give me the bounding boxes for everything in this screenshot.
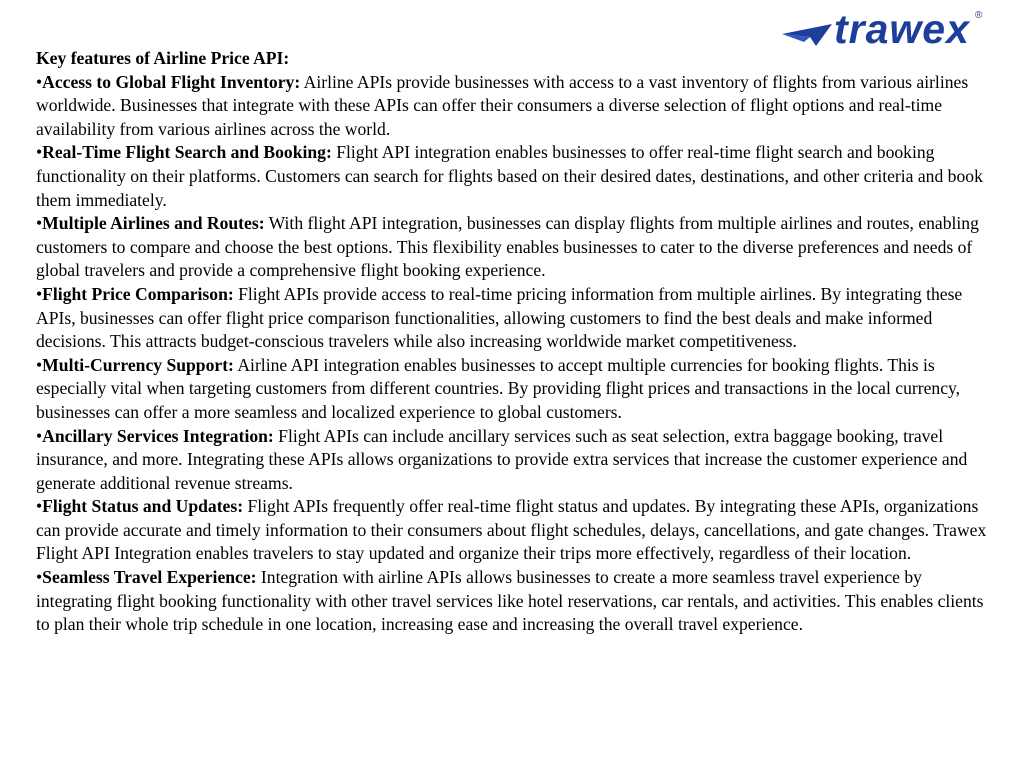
feature-body: Flight APIs frequently offer real-time flight status and updates. By integrating these APIs, organizations can provide accurate and timely information to their consumers about flight schedules, delays, cancellations, and gate changes. Trawex Flight API Integration enables travelers to stay updated and organize their trips more effectively, regardless of their location. [36, 496, 987, 564]
page-heading: Key features of Airline Price API: [36, 48, 290, 68]
feature-item [36, 495, 991, 566]
feature-title: Multiple Airlines and Routes: [42, 213, 265, 234]
feature-item [36, 212, 991, 283]
bullet: • [36, 354, 43, 375]
bullet: • [36, 496, 43, 517]
feature-body: Flight APIs can include ancillary services such as seat selection, extra baggage booking, travel insurance, and more. Integrating these APIs allows organizations to provide extra services that increase the customer experience and generate additional revenue streams. [36, 425, 968, 493]
document-body [36, 47, 991, 637]
feature-title: Multi-Currency Support: [42, 354, 234, 375]
feature-title: Ancillary Services Integration: [42, 425, 274, 446]
feature-body: Flight API integration enables businesses to offer real-time flight search and booking functionality on their platforms. Customers can search for flights based on their desired dates, destinations, and other criteria and book them immediately. [36, 142, 983, 210]
feature-item [36, 71, 991, 142]
feature-body: Airline API integration enables businesses to accept multiple currencies for booking flights. This is especially vital when targeting customers from different countries. By providing flight prices and transactions in the local currency, businesses can offer a more seamless and localized experience to global customers. [36, 354, 961, 422]
feature-item [36, 354, 991, 425]
feature-body: Integration with airline APIs allows businesses to create a more seamless travel experience by integrating flight booking functionality with other travel services like hotel reservations, car rentals, and activities. This enables clients to plan their whole trip schedule in one location, increasing ease and increasing the overall travel experience. [36, 567, 984, 635]
bullet: • [36, 283, 43, 304]
bullet: • [36, 567, 43, 588]
bullet: • [36, 142, 43, 163]
plane-arrow-icon [782, 24, 832, 46]
feature-title: Flight Price Comparison: [42, 283, 234, 304]
bullet: • [36, 425, 43, 446]
feature-body: Flight APIs provide access to real-time pricing information from multiple airlines. By integrating these APIs, businesses can offer flight price comparison functionalities, allowing customers to find the best deals and make informed decisions. This attracts budget-conscious travelers while also increasing worldwide market competitiveness. [36, 283, 963, 352]
bullet: • [36, 213, 43, 234]
feature-title: Access to Global Flight Inventory: [42, 71, 301, 92]
registered-mark: ® [975, 10, 983, 21]
feature-body: Airline APIs provide businesses with access to a vast inventory of flights from various airlines worldwide. Businesses that integrate with these APIs can offer their consumers a diverse selection of flight options and real-time availability from various airlines across the world. [36, 71, 969, 139]
bullet: • [36, 71, 43, 92]
logo-wordmark: trawex [834, 6, 970, 52]
feature-title: Real-Time Flight Search and Booking: [42, 142, 332, 163]
feature-item [36, 141, 991, 212]
feature-body: With flight API integration, businesses can display flights from multiple airlines and routes, enabling customers to compare and choose the best options. This flexibility enables businesses to cater to the diverse preferences and needs of global travelers and provide a comprehensive flight booking experience. [36, 213, 979, 281]
feature-title: Seamless Travel Experience: [42, 567, 257, 588]
feature-item [36, 283, 991, 354]
feature-item [36, 425, 991, 496]
feature-title: Flight Status and Updates: [42, 496, 244, 517]
feature-item [36, 566, 991, 637]
